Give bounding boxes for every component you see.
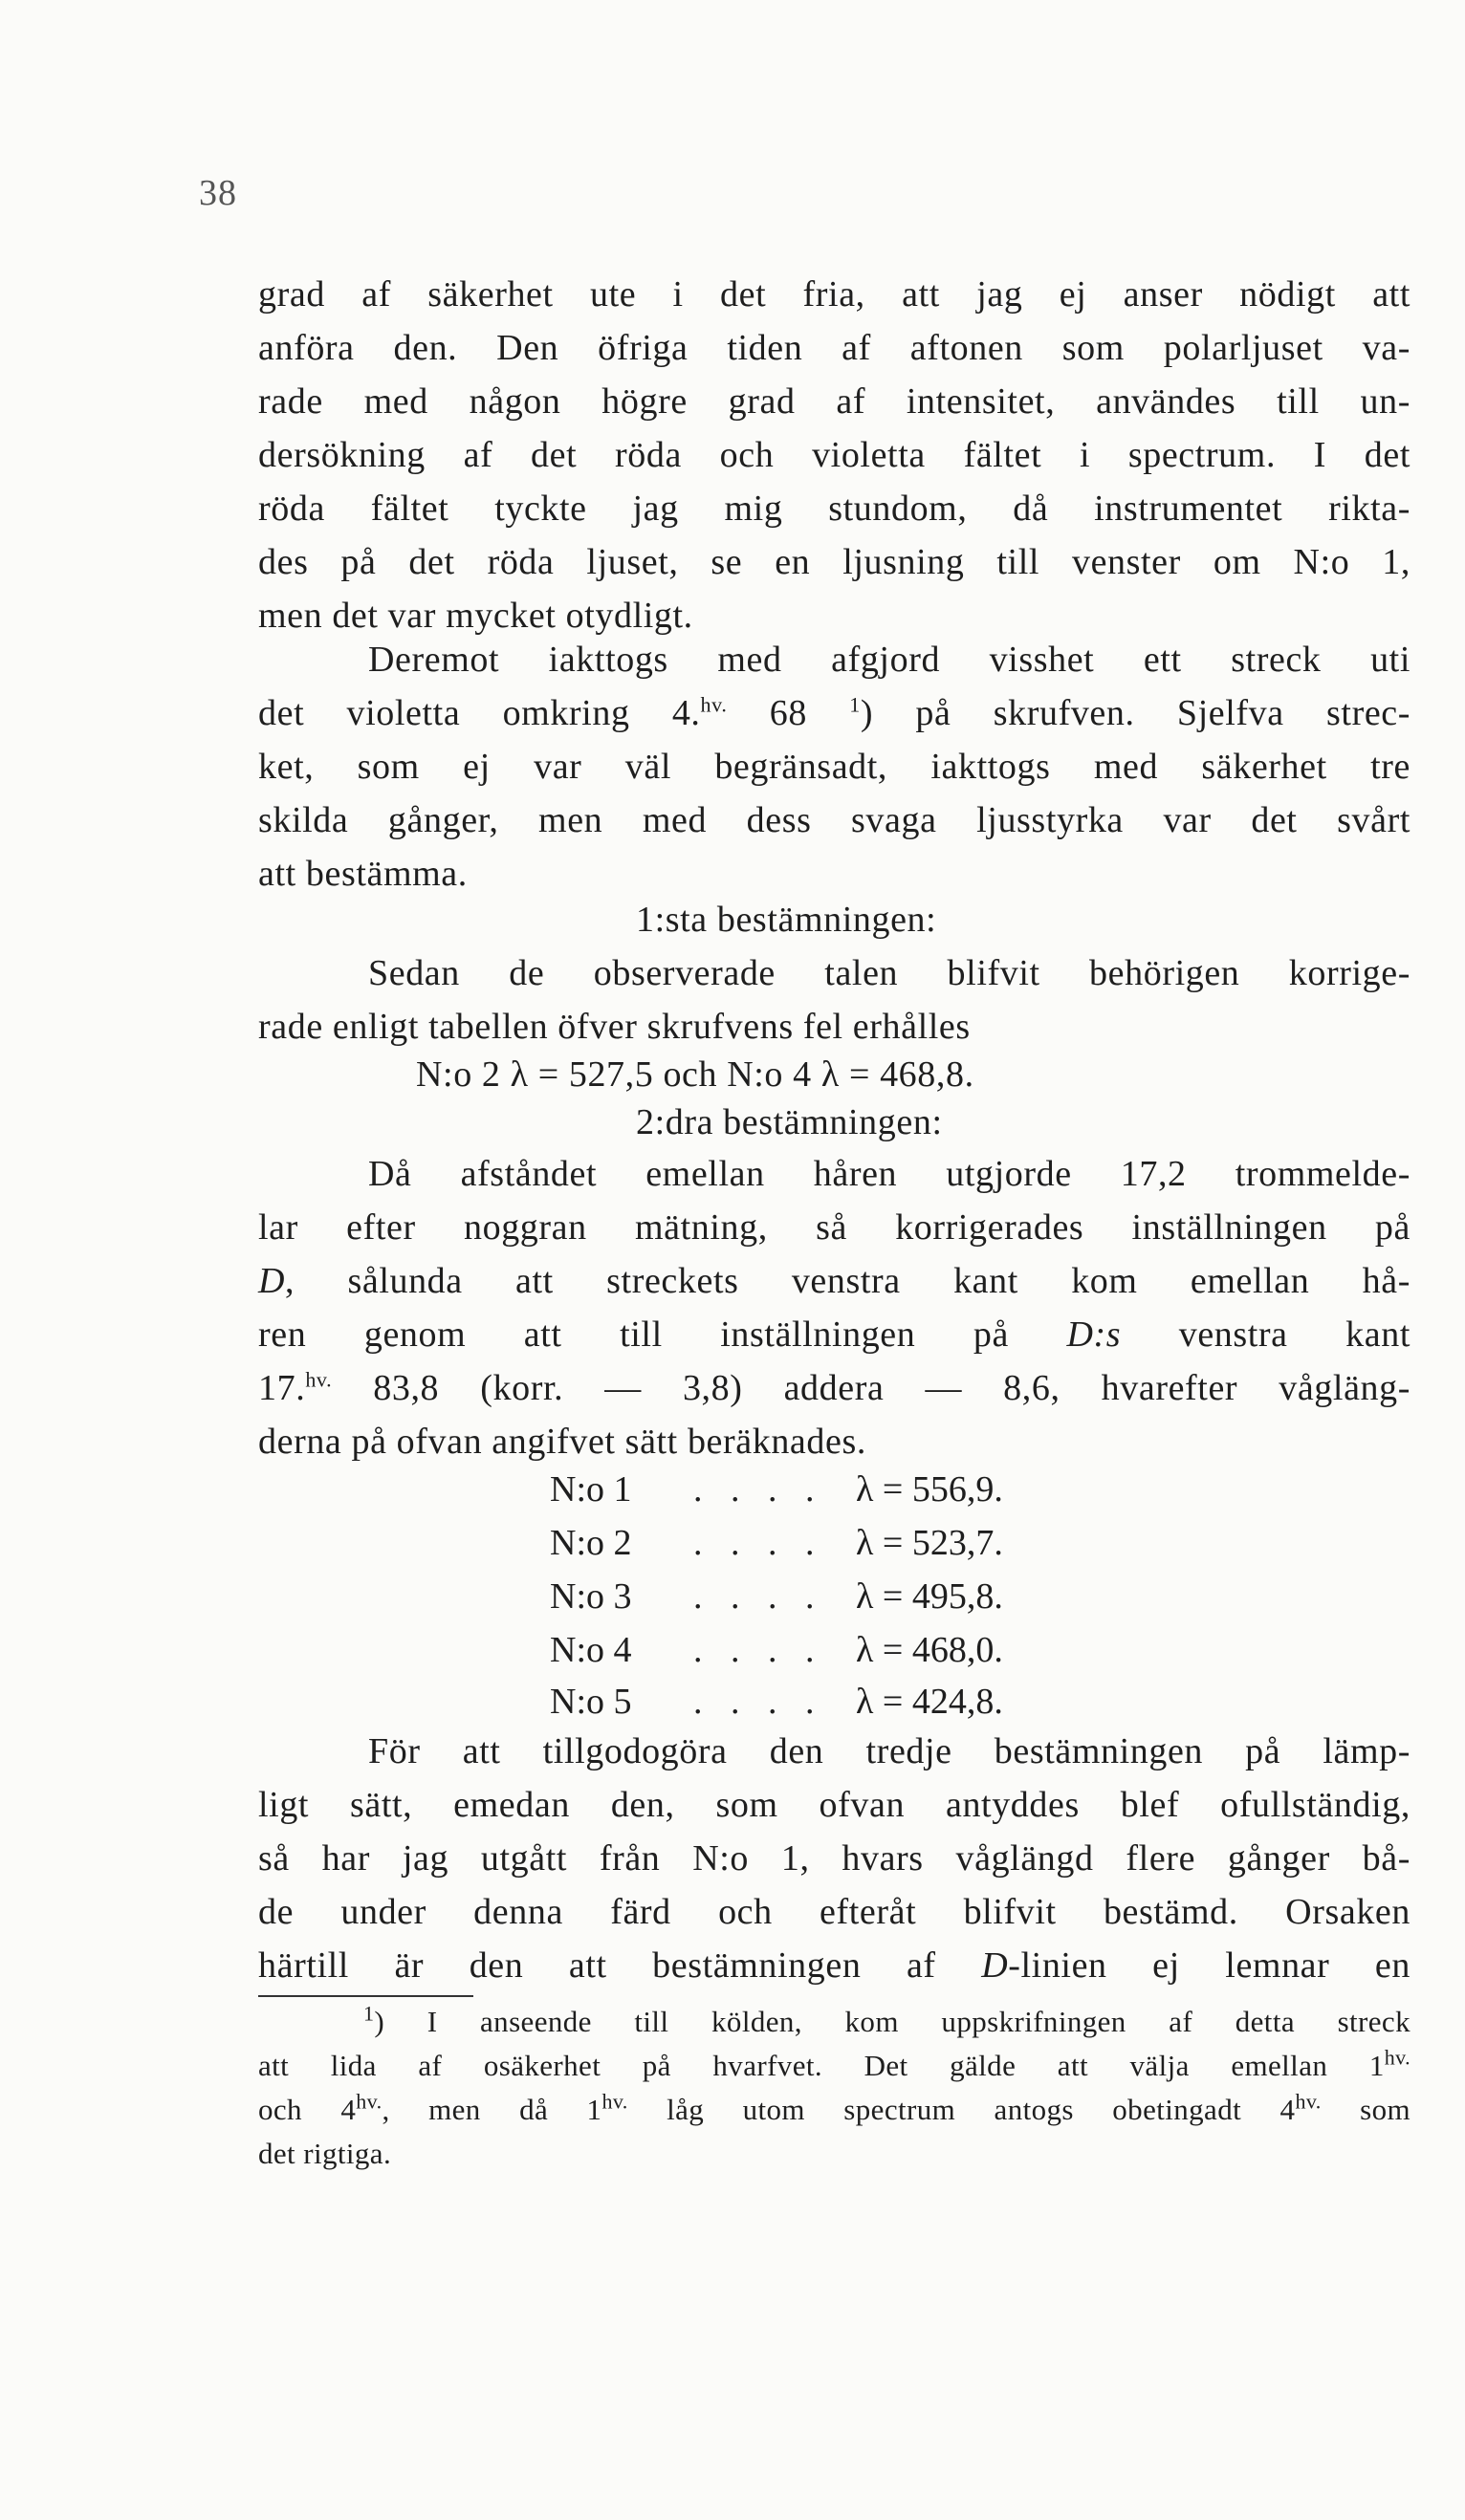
text-line: 17.$^{hv.}$ 83,8 (korr. — 3,8) addera — 8,6, hvarefter vågläng- (258, 1367, 1410, 1408)
section-heading: 1:sta bestämningen: (636, 900, 937, 940)
text-line: det violetta omkring 4.$^{hv.}$ 68 $^1$) på skrufven. Sjelfva strec- (258, 692, 1411, 733)
footnote-line: det rigtiga. (258, 2137, 392, 2170)
text-line: att bestämma. (258, 854, 468, 894)
text-line: ket, som ej var väl begränsadt, iakttogs med säkerhet tre (258, 747, 1410, 787)
wavelength-row: N:o 5 . . . . λ = 424,8. (550, 1682, 1003, 1722)
footnote-line: och $4^{hv.}$, men då $1^{hv.}$ låg utom spectrum antogs obetingadt $4^{hv.}$ som (258, 2089, 1410, 2126)
text-line: des på det röda ljuset, se en ljusning till venster om N:o 1, (258, 542, 1410, 582)
text-line: grad af säkerhet ute i det fria, att jag ej anser nödigt att (258, 274, 1410, 315)
text-line: de under denna färd och efteråt blifvit bestämd. Orsaken (258, 1892, 1410, 1932)
formula: N:o 2 λ = 527,5 och N:o 4 λ = 468,8. (416, 1054, 974, 1095)
wavelength-row: N:o 2 . . . . λ = 523,7. (550, 1523, 1003, 1563)
text-line: ren genom att till inställningen på D:s venstra kant (258, 1314, 1410, 1355)
text-line: dersökning af det röda och violetta fältet i spectrum. I det (258, 435, 1410, 475)
wavelength-row: N:o 3 . . . . λ = 495,8. (550, 1576, 1003, 1617)
text-line: skilda gånger, men med dess svaga ljusstyrka var det svårt (258, 800, 1410, 840)
footnote-rule (258, 1995, 473, 1997)
page-number: 38 (199, 173, 237, 213)
footnote-line: att lida af osäkerhet på hvarfvet. Det gälde att välja emellan $1^{hv.}$ (258, 2045, 1410, 2082)
footnote-line: $^1$) I anseende till kölden, kom uppskrifningen af detta streck (363, 2001, 1410, 2038)
text-line: röda fältet tyckte jag mig stundom, då instrumentet rikta- (258, 489, 1410, 529)
text-line: derna på ofvan angifvet sätt beräknades. (258, 1422, 866, 1462)
text-line: ligt sätt, emedan den, som ofvan antyddes blef ofullständig, (258, 1785, 1410, 1825)
text-line: så har jag utgått från N:o 1, hvars våglängd flere gånger bå- (258, 1838, 1410, 1879)
section-heading: 2:dra bestämningen: (636, 1102, 943, 1142)
text-line: härtill är den att bestämningen af D-linien ej lemnar en (258, 1945, 1410, 1986)
wavelength-row: N:o 4 . . . . λ = 468,0. (550, 1630, 1003, 1670)
text-line: Sedan de observerade talen blifvit behörigen korrige- (368, 953, 1410, 993)
text-line: anföra den. Den öfriga tiden af aftonen som polarljuset va- (258, 328, 1410, 368)
footnote-marker: 1 (849, 692, 861, 717)
text-line: rade enligt tabellen öfver skrufvens fel erhålles (258, 1007, 971, 1047)
text-line: lar efter noggran mätning, så korrigerades inställningen på (258, 1207, 1410, 1248)
text-line: Då afståndet emellan håren utgjorde 17,2 trommelde- (368, 1154, 1410, 1194)
text-line: rade med någon högre grad af intensitet, användes till un- (258, 381, 1410, 422)
text-line: D, sålunda att streckets venstra kant kom emellan hå- (258, 1261, 1410, 1301)
text-line: men det var mycket otydligt. (258, 596, 693, 636)
text-line: Deremot iakttogs med afgjord visshet ett streck uti (368, 640, 1410, 680)
wavelength-row: N:o 1 . . . . λ = 556,9. (550, 1469, 1003, 1510)
text-line: För att tillgodogöra den tredje bestämningen på lämp- (368, 1731, 1410, 1771)
